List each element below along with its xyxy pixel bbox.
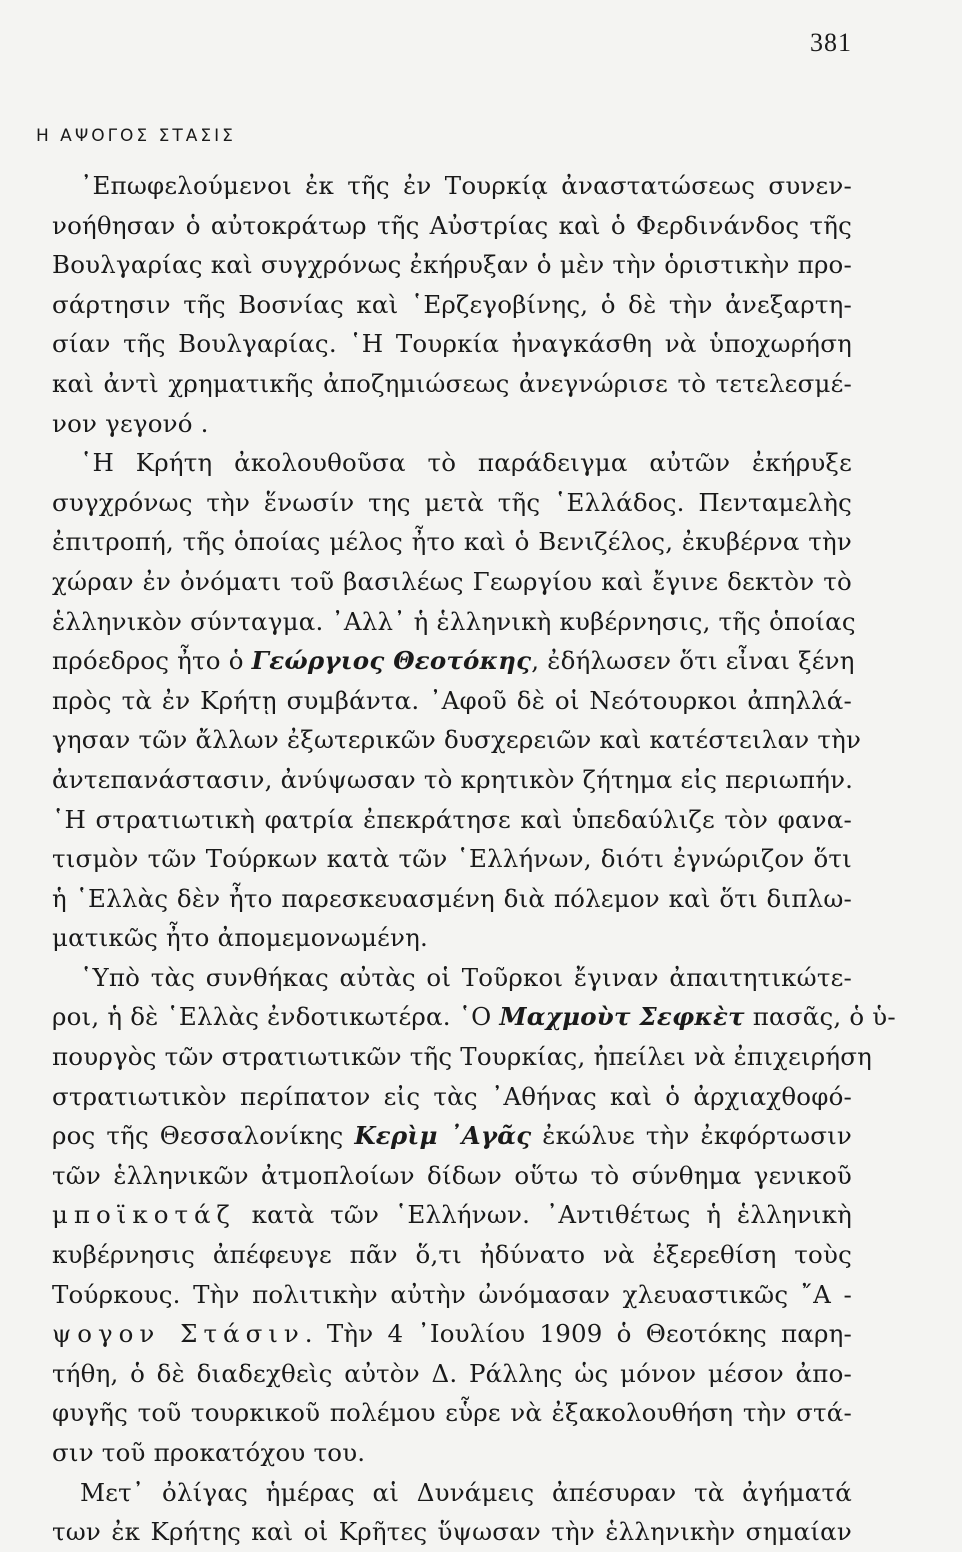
text-line (52, 800, 852, 840)
text-line (52, 1116, 852, 1156)
line-text: Βουλγαρίας καὶ συγχρόνως ἐκήρυξαν ὁ μὲν τὴν ὁριστικὴν προ- (52, 250, 852, 280)
text-line (52, 166, 852, 206)
text-line (52, 1235, 852, 1275)
line-text: ῾Υπὸ τὰς συνθήκας αὐτὰς οἱ Τοῦρκοι ἔγιναν ἀπαιτητικώτε- (80, 962, 852, 992)
line-text: στρατιωτικὸν περίπατον εἰς τὰς ᾿Αθήνας καὶ ὁ ἀρχιαχθοφό- (52, 1081, 852, 1111)
line-text: ἐπιτροπή, τῆς ὁποίας μέλος ἦτο καὶ ὁ Βενιζέλος, ἐκυβέρνα τὴν (52, 527, 852, 557)
line-text: χώραν ἐν ὀνόματι τοῦ βασιλέως Γεωργίου καὶ ἔγινε δεκτὸν τὸ (52, 566, 852, 596)
bold-name: Μαχμοὺτ Σεφκὲτ (499, 1002, 745, 1032)
line-text: πουργὸς τῶν στρατιωτικῶν τῆς Τουρκίας, ἠπείλει νὰ ἐπιχειρήση (52, 1042, 873, 1072)
text-line (52, 364, 852, 404)
text-line (52, 760, 852, 800)
line-text: καὶ ἀντὶ χρηματικῆς ἀποζημιώσεως ἀνεγνώρισε τὸ τετελεσμέ- (52, 368, 852, 398)
line-text: Μετ᾿ ὀλίγας ἡμέρας αἱ Δυνάμεις ἀπέσυραν τὰ ἀγήματά (80, 1477, 852, 1507)
line-text: . Τὴν 4 ᾿Ιουλίου 1909 ὁ Θεοτόκης παρη- (304, 1319, 852, 1349)
text-line (52, 1195, 852, 1235)
line-text: ροι, ἡ δὲ ῾Ελλὰς ἐνδοτικωτέρα. ῾Ο (52, 1002, 500, 1032)
line-text: τήθη, ὁ δὲ διαδεχθεὶς αὐτὸν Δ. Ράλλης ὡς μόνον μέσον ἀπο- (52, 1358, 852, 1388)
text-line (52, 681, 852, 721)
line-text: πρόεδρος ἦτο ὁ (52, 646, 252, 676)
line-text: ῾Η Κρήτη ἀκολουθοῦσα τὸ παράδειγμα αὐτῶν ἐκήρυξε (80, 448, 852, 478)
text-line (52, 602, 856, 642)
text-line (52, 958, 852, 998)
body-text (52, 166, 896, 1552)
line-text: ματικῶς ἦτο ἀπομεμονωμένη. (52, 923, 428, 953)
text-line (52, 522, 852, 562)
text-line (52, 1314, 852, 1354)
line-text: σάρτησιν τῆς Βοσνίας καὶ ῾Ερζεγοβίνης, ὁ δὲ τὴν ἀνεξαρτη- (52, 289, 852, 319)
text-line (52, 1354, 852, 1394)
line-text: γησαν τῶν ἄλλων ἐξωτερικῶν δυσχερειῶν καὶ κατέστειλαν τὴν (52, 725, 862, 755)
text-line (52, 1393, 852, 1433)
text-line (52, 324, 852, 364)
line-text: Τούρκους. Τὴν πολιτικὴν αὐτὴν ὠνόμασαν χλευαστικῶς ῎Α - (52, 1279, 852, 1309)
line-text: πρὸς τὰ ἐν Κρήτῃ συμβάντα. ᾿Αφοῦ δὲ οἱ Νεότουρκοι ἀπηλλά- (52, 685, 852, 715)
line-text: νοήθησαν ὁ αὐτοκράτωρ τῆς Αὐστρίας καὶ ὁ Φερδινάνδος τῆς (52, 210, 852, 240)
spaced-emphasis: μποϊκοτάζ (52, 1200, 236, 1230)
text-line (52, 720, 862, 760)
text-line (52, 443, 852, 483)
page-number: 381 (810, 28, 852, 57)
bold-name: Γεώργιος Θεοτόκης (251, 646, 532, 676)
text-line (52, 918, 852, 958)
running-head: Η ΑΨΟΓΟΣ ΣΤΑΣΙΣ (36, 126, 236, 146)
line-text: τισμὸν τῶν Τούρκων κατὰ τῶν ῾Ελλήνων, διότι ἐγνώριζον ὅτι (52, 844, 852, 874)
line-text: κατὰ τῶν ῾Ελλήνων. ᾿Αντιθέτως ἡ ἑλληνικὴ (235, 1200, 852, 1230)
line-text: σίαν τῆς Βουλγαρίας. ῾Η Τουρκία ἠναγκάσθη νὰ ὑποχωρήση (52, 329, 852, 359)
text-line (52, 641, 855, 681)
spaced-emphasis: ψογον Στάσιν (52, 1319, 305, 1349)
text-line (52, 404, 852, 444)
line-text: ῾Η στρατιωτικὴ φατρία ἐπεκράτησε καὶ ὑπεδαύλιζε τὸν φανα- (52, 804, 852, 834)
line-text: κυβέρνησις ἀπέφευγε πᾶν ὅ,τι ἠδύνατο νὰ ἐξερεθίση τοὺς (52, 1240, 852, 1270)
line-text: ἑλληνικὸν σύνταγμα. ᾿Αλλ᾿ ἡ ἑλληνικὴ κυβέρνησις, τῆς ὁποίας (52, 606, 856, 636)
line-text: ἡ ῾Ελλὰς δὲν ἦτο παρεσκευασμένη διὰ πόλεμον καὶ ὅτι διπλω- (52, 883, 852, 913)
line-text: ᾿Επωφελούμενοι ἐκ τῆς ἐν Τουρκίᾳ ἀναστατώσεως συνεν- (80, 171, 852, 200)
line-text: , ἐδήλωσεν ὅτι εἶναι ξένη (531, 646, 855, 676)
text-line (52, 1275, 852, 1315)
text-line (52, 206, 852, 246)
text-line (52, 997, 896, 1037)
text-line (52, 285, 852, 325)
bold-name: Κερὶμ ᾿Αγᾶς (354, 1121, 532, 1151)
text-line (52, 1433, 852, 1473)
text-line (52, 1037, 873, 1077)
text-line (52, 1156, 852, 1196)
line-text: σιν τοῦ προκατόχου του. (52, 1438, 366, 1467)
line-text: των ἐκ Κρήτης καὶ οἱ Κρῆτες ὕψωσαν τὴν ἑλληνικὴν σημαίαν (52, 1517, 852, 1547)
text-line (52, 1512, 852, 1552)
text-line (52, 1473, 852, 1513)
text-line (52, 879, 852, 919)
line-text: φυγῆς τοῦ τουρκικοῦ πολέμου εὗρε νὰ ἐξακολουθήση τὴν στά- (52, 1398, 852, 1428)
text-line (52, 562, 852, 602)
line-text: συγχρόνως τὴν ἕνωσίν της μετὰ τῆς ῾Ελλάδος. Πενταμελὴς (52, 487, 852, 517)
line-text: πασᾶς, ὁ ὑ- (744, 1002, 896, 1032)
line-text: νον γεγονό . (52, 408, 209, 438)
text-line (52, 245, 852, 285)
text-line (52, 483, 852, 523)
text-line (52, 1077, 852, 1117)
line-text: ἀντεπανάστασιν, ἀνύψωσαν τὸ κρητικὸν ζήτημα εἰς περιωπήν. (52, 764, 854, 794)
text-line (52, 839, 852, 879)
line-text: τῶν ἑλληνικῶν ἀτμοπλοίων δίδων οὕτω τὸ σύνθημα γενικοῦ (52, 1160, 852, 1190)
line-text: ρος τῆς Θεσσαλονίκης (52, 1121, 355, 1151)
line-text: ἐκώλυε τὴν ἐκφόρτωσιν (531, 1121, 853, 1151)
